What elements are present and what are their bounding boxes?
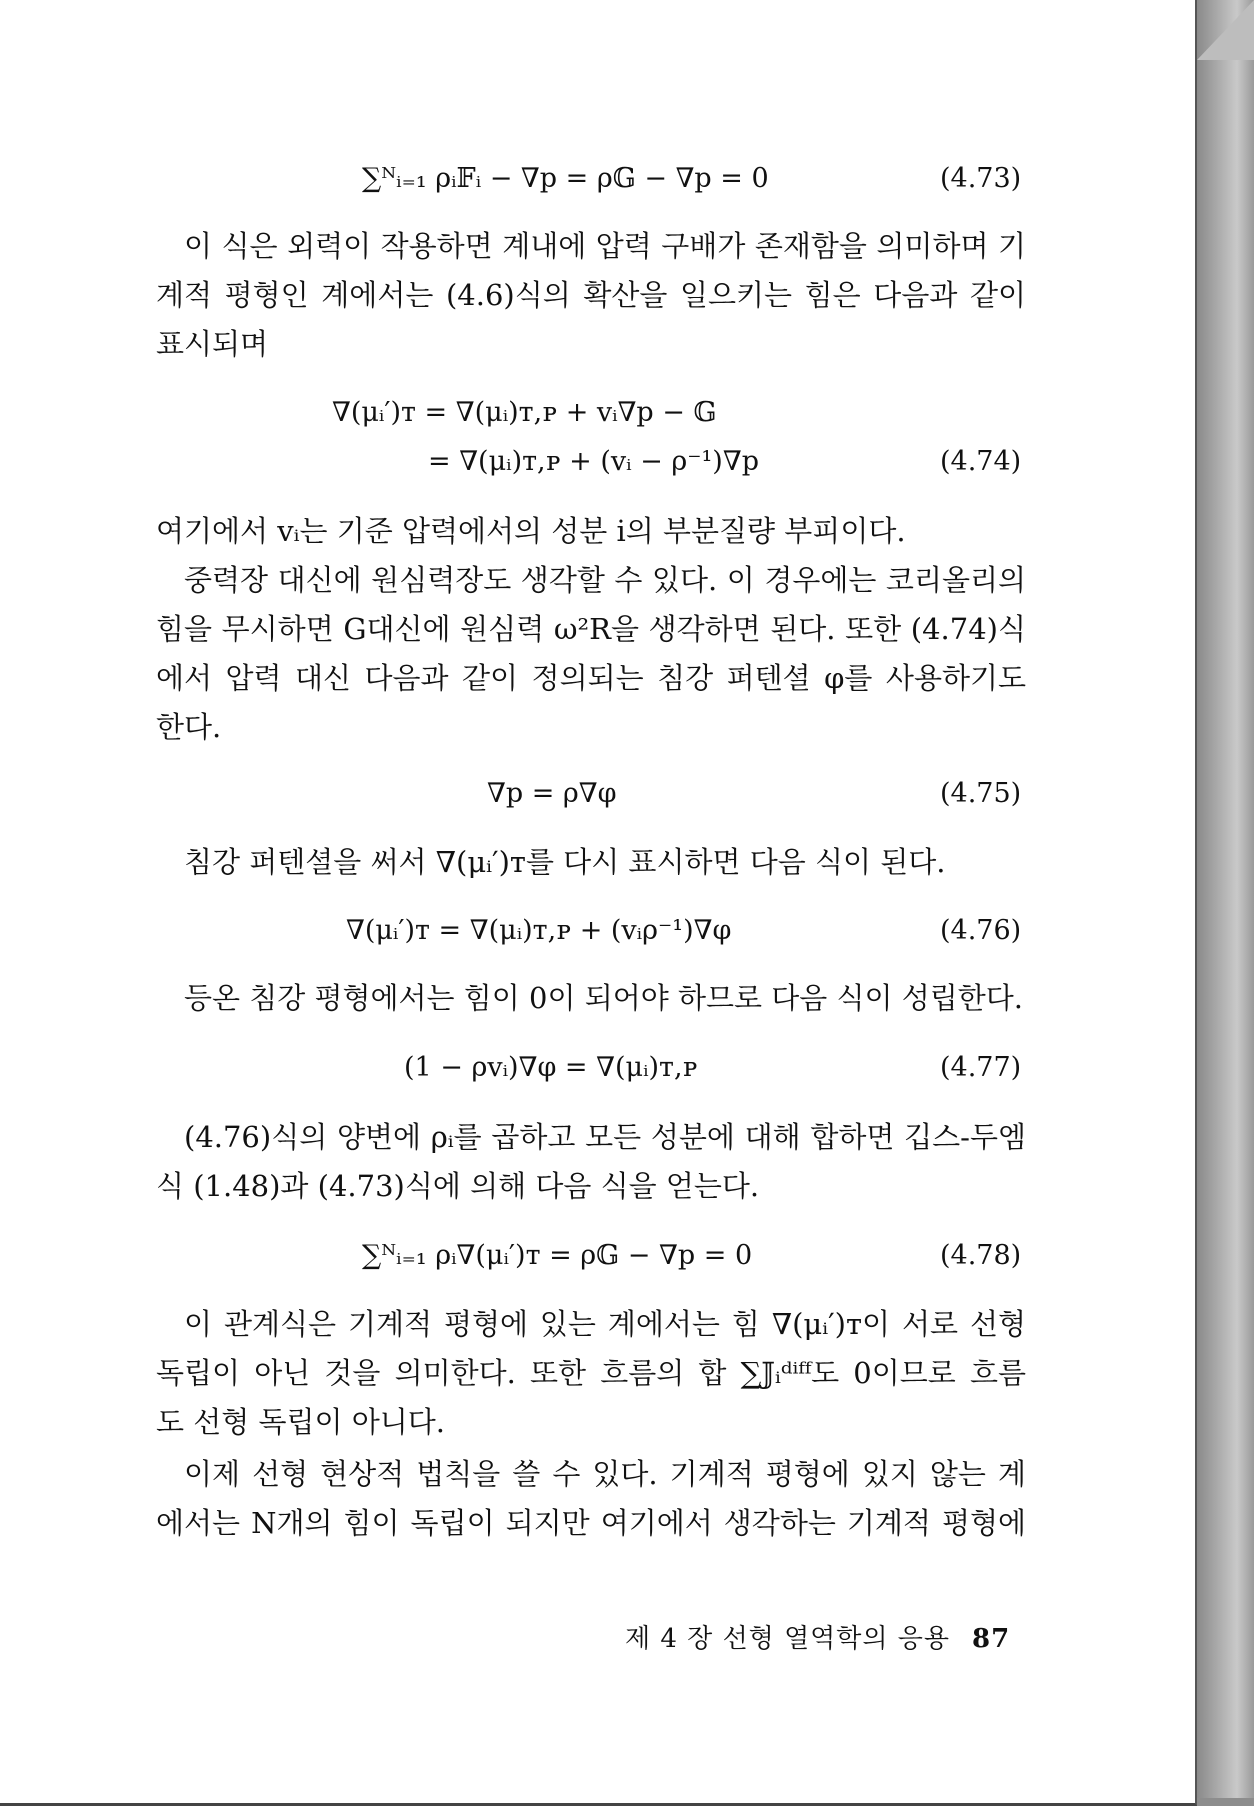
equation-4-73: ∑ᴺᵢ₌₁ ρᵢ𝔽ᵢ − ∇p = ρ𝔾 − ∇p = 0 bbox=[362, 163, 769, 194]
paragraph-1 bbox=[156, 222, 1026, 369]
book-edge bbox=[1197, 0, 1254, 1806]
paragraph-1-line-3: 표시되며 bbox=[156, 327, 269, 361]
paragraph-6-line-1: (4.76)식의 양변에 ρᵢ를 곱하고 모든 성분에 대해 합하면 깁스-두엠 bbox=[184, 1120, 1026, 1154]
paragraph-5 bbox=[156, 974, 1026, 1023]
equation-4-76: ∇(μᵢ′)ᴛ = ∇(μᵢ)ᴛ,ᴘ + (vᵢρ⁻¹)∇φ bbox=[346, 915, 732, 946]
paragraph-7 bbox=[156, 1300, 1026, 1447]
paragraph-4-line-1: 침강 퍼텐셜을 써서 ∇(μᵢ′)ᴛ를 다시 표시하면 다음 식이 된다. bbox=[184, 845, 946, 879]
paragraph-3 bbox=[156, 556, 1026, 752]
paragraph-8-line-2: 에서는 N개의 힘이 독립이 되지만 여기에서 생각하는 기계적 평형에 bbox=[156, 1506, 1026, 1540]
equation-number-4-78: (4.78) bbox=[940, 1240, 1022, 1271]
paragraph-2-line-1: 여기에서 vᵢ는 기준 압력에서의 성분 i의 부분질량 부피이다. bbox=[156, 514, 906, 548]
paragraph-8 bbox=[156, 1450, 1026, 1548]
equation-4-75: ∇p = ρ∇φ bbox=[487, 778, 617, 809]
paragraph-1-line-1: 이 식은 외력이 작용하면 계내에 압력 구배가 존재함을 의미하며 기 bbox=[184, 229, 1026, 263]
equation-number-4-74: (4.74) bbox=[940, 446, 1022, 477]
page-number: 87 bbox=[972, 1624, 1011, 1654]
paragraph-6-line-2: 식 (1.48)과 (4.73)식에 의해 다음 식을 얻는다. bbox=[156, 1169, 760, 1203]
page-footer bbox=[625, 1618, 1010, 1655]
chapter-title: 제 4 장 선형 열역학의 응용 bbox=[625, 1624, 951, 1654]
paragraph-8-line-1: 이제 선형 현상적 법칙을 쓸 수 있다. 기계적 평형에 있지 않는 계 bbox=[184, 1457, 1026, 1491]
paragraph-5-line-1: 등온 침강 평형에서는 힘이 0이 되어야 하므로 다음 식이 성립한다. bbox=[184, 981, 1023, 1015]
paragraph-7-line-3: 도 선형 독립이 아니다. bbox=[156, 1405, 445, 1439]
paragraph-3-line-1: 중력장 대신에 원심력장도 생각할 수 있다. 이 경우에는 코리올리의 bbox=[184, 563, 1026, 597]
paragraph-6 bbox=[156, 1113, 1026, 1211]
paragraph-2 bbox=[156, 507, 1026, 556]
equation-number-4-75: (4.75) bbox=[940, 778, 1022, 809]
paragraph-3-line-4: 한다. bbox=[156, 710, 222, 744]
equation-number-4-76: (4.76) bbox=[940, 915, 1022, 946]
equation-4-74-line-2: = ∇(μᵢ)ᴛ,ᴘ + (vᵢ − ρ⁻¹)∇p bbox=[428, 446, 759, 477]
paragraph-4 bbox=[156, 838, 1026, 887]
paragraph-7-line-1: 이 관계식은 기계적 평형에 있는 계에서는 힘 ∇(μᵢ′)ᴛ이 서로 선형 bbox=[184, 1307, 1026, 1341]
equation-number-4-77: (4.77) bbox=[940, 1052, 1022, 1083]
book-edge-top bbox=[1197, 0, 1254, 60]
equation-4-74-line-1: ∇(μᵢ′)ᴛ = ∇(μᵢ)ᴛ,ᴘ + vᵢ∇p − 𝔾 bbox=[332, 397, 717, 428]
paragraph-3-line-3: 에서 압력 대신 다음과 같이 정의되는 침강 퍼텐셜 φ를 사용하기도 bbox=[156, 661, 1026, 695]
paragraph-3-line-2: 힘을 무시하면 G대신에 원심력 ω²R을 생각하면 된다. 또한 (4.74)식 bbox=[156, 612, 1026, 646]
paragraph-1-line-2: 계적 평형인 계에서는 (4.6)식의 확산을 일으키는 힘은 다음과 같이 bbox=[156, 278, 1026, 312]
equation-number-4-73: (4.73) bbox=[940, 163, 1022, 194]
equation-4-77: (1 − ρvᵢ)∇φ = ∇(μᵢ)ᴛ,ᴘ bbox=[404, 1052, 698, 1083]
equation-4-78: ∑ᴺᵢ₌₁ ρᵢ∇(μᵢ′)ᴛ = ρ𝔾 − ∇p = 0 bbox=[362, 1240, 753, 1271]
paragraph-7-line-2: 독립이 아닌 것을 의미한다. 또한 흐름의 합 ∑𝕁ᵢᵈⁱᶠᶠ도 0이므로 흐름 bbox=[156, 1356, 1026, 1390]
